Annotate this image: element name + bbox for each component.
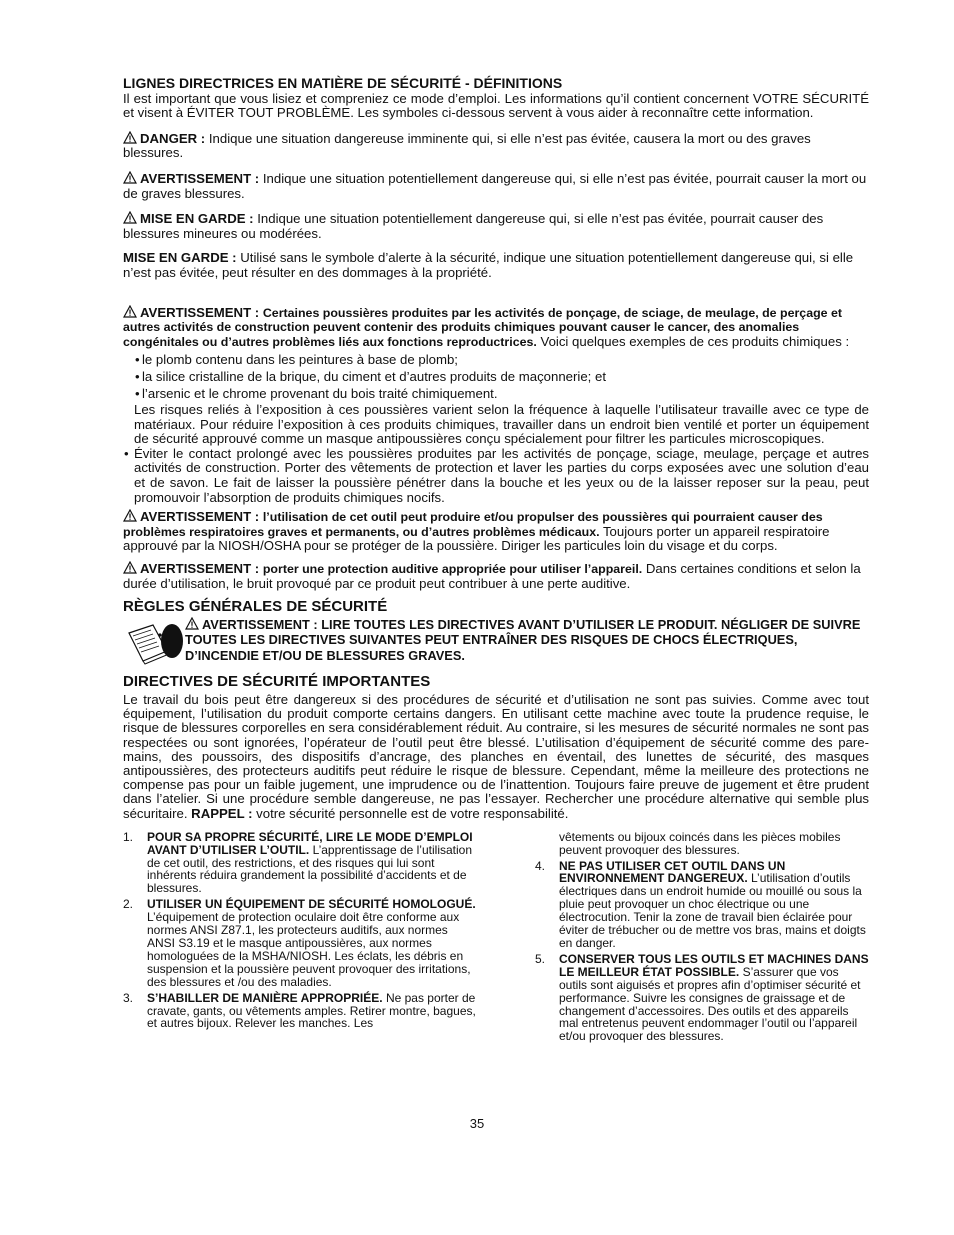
item-number: 4. bbox=[535, 858, 546, 873]
hearing-warning bbox=[123, 561, 869, 591]
item-continuation-text: vêtements ou bijoux coincés dans les pièces mobiles peuvent provoquer des blessures. bbox=[559, 829, 841, 857]
warning-label: AVERTISSEMENT : bbox=[140, 170, 260, 186]
important-directives-paragraph bbox=[123, 693, 869, 821]
item-number: 3. bbox=[123, 990, 134, 1005]
warning-definition bbox=[123, 171, 869, 201]
danger-definition bbox=[123, 131, 869, 161]
list-item: • le plomb contenu dans les peintures à base de plomb; bbox=[135, 353, 869, 368]
respiratory-warning-text: Toujours porter un appareil respiratoire approuvé par la NIOSH/OSHA pour se protéger de la poussière. Diriger les particules loin du visage et du corps. bbox=[123, 523, 830, 554]
important-paragraph-text: Le travail du bois peut être dangereux si des procédures de sécurité et d’utilisation ne sont pas suivies. Comme avec tout équipement, l’utilisation du produit comporte certains dangers. En utilisant cette machine avec toute la prudence requise, le risque de blessures corporelles en sera considérablement réduit. Au contraire, si les mesures de sécurité normales ne sont pas respectées ou sont ignorées, l’opérateur de l’outil peut être blessé. L’utilisation d’équipement de sécurité comme des pare-mains, des poussoirs, des dispositifs d’ancrage, des planches en éventail, des lunettes de sécurité, des masques antipoussières, des protecteurs auditifs peut réduire le risque de blessure. Cependant, même la meilleure des protections ne compense pas pour un faible jugement, une imprudence ou de l’inattention. Toujours faire preuve de jugement et être prudent dans l’atelier. Si une procédure semble dangereuse, ne pas l’essayer. Rechercher une procédure alternative qui semble plus sécuritaire. bbox=[123, 691, 869, 821]
caution-property-label: MISE EN GARDE : bbox=[123, 250, 237, 266]
item-number: 5. bbox=[535, 951, 546, 966]
rappel-text: votre sécurité personnelle est de votre responsabilité. bbox=[256, 805, 569, 821]
warning-text: Indique une situation potentiellement dangereuse qui, si elle n’est pas évitée, pourrait causer la mort ou de graves blessures. bbox=[123, 170, 867, 201]
respiratory-warning-bold: l’utilisation de cet outil peut produire et/ou propulser des poussières qui pourraient causer des problèmes respiratoires graves et permanents, ou d’autres problèmes médicaux. bbox=[123, 510, 823, 539]
chemical-list bbox=[135, 353, 869, 401]
general-rules-heading: RÈGLES GÉNÉRALES DE SÉCURITÉ bbox=[123, 598, 388, 616]
right-column bbox=[535, 831, 869, 1047]
read-manual-book-icon bbox=[127, 621, 183, 665]
definitions-heading: LIGNES DIRECTRICES EN MATIÈRE DE SÉCURITÉ - DÉFINITIONS bbox=[123, 75, 563, 91]
list-item bbox=[123, 992, 477, 1031]
dust-warning bbox=[123, 305, 869, 350]
important-directives-heading: DIRECTIVES DE SÉCURITÉ IMPORTANTES bbox=[123, 673, 431, 691]
item-text: L’apprentissage de l’utilisation de cet outil, des restrictions, et des risques qui lui sont inhérents réduira grandement la possibilité d’accidents et de blessures. bbox=[147, 842, 473, 896]
warning-triangle-icon bbox=[123, 171, 137, 184]
avoid-contact-paragraph: • Éviter le contact prolongé avec les poussières produites par les activités de ponçage, sciage, meulage, perçage et autres activités de construction. Porter des vêtements de protection et laver les parties du corps exposées avec une solution d’eau et de savon. Le fait de laisser la poussière pénétrer dans la bouche et les yeux ou de la laisser reposer sur la peau, peut promouvoir l’absorption de produits chimiques nocifs. bbox=[123, 447, 869, 505]
item-text: L’utilisation d’outils électriques dans un endroit humide ou mouillé ou sous la pluie peut provoquer un choc électrique ou une électrocution. Tenir la zone de travail bien éclairée pour éviter de trébucher ou de mettre vos bras, mains et doigts en danger. bbox=[559, 871, 866, 950]
numbered-directives bbox=[123, 831, 869, 1047]
general-rules-warning-box bbox=[123, 617, 869, 664]
caution-label: MISE EN GARDE : bbox=[140, 211, 254, 227]
page-number: 35 bbox=[469, 1116, 485, 1131]
item-text: S’assurer que vos outils sont aiguisés et propres afin d’optimiser sécurité et performance. Suivre les consignes de graissage et de changement d’accessoires. Des outils et des appareils mal entretenus peuvent endommager l’outil ou l’appareil et/ou provoquer des blessures. bbox=[559, 964, 861, 1044]
item-title: NE PAS UTILISER CET OUTIL DANS UN ENVIRONNEMENT DANGEREUX. bbox=[559, 858, 786, 886]
item-title: S’HABILLER DE MANIÈRE APPROPRIÉE. bbox=[147, 990, 383, 1005]
list-item-continuation bbox=[535, 831, 869, 857]
caution-property-definition bbox=[123, 251, 869, 280]
general-rules-warning bbox=[185, 617, 869, 664]
dust-warning-label: AVERTISSEMENT : bbox=[140, 304, 260, 320]
warning-triangle-icon bbox=[123, 509, 137, 522]
list-item bbox=[123, 898, 477, 988]
danger-label: DANGER : bbox=[140, 130, 206, 146]
item-number: 2. bbox=[123, 897, 134, 912]
left-column bbox=[123, 831, 477, 1047]
caution-definition bbox=[123, 211, 869, 241]
caution-property-text: Utilisé sans le symbole d’alerte à la sécurité, indique une situation potentiellement dangereuse qui, si elle n’est pas évitée, peut résulter en des dommages à la propriété. bbox=[123, 250, 854, 280]
respiratory-warning-label: AVERTISSEMENT : bbox=[140, 509, 260, 525]
definitions-intro: Il est important que vous lisiez et compreniez ce mode d’emploi. Les informations qu’il contient concernent VOTRE SÉCURITÉ et visent à ÉVITER TOUT PROBLÈME. Les symboles ci-dessous servent à vous aider à reconnaître cette information. bbox=[123, 90, 869, 121]
warning-triangle-icon bbox=[123, 131, 137, 144]
dust-warning-bold: Certaines poussières produites par les activités de ponçage, de sciage, de meulage, de perçage et autres activités de construction peuvent contenir des produits chimiques pouvant causer le cancer, des anomalies congénitales ou d’autres problèmes liés aux fonctions reproductrices. bbox=[123, 305, 843, 349]
item-title: POUR SA PROPRE SÉCURITÉ, LIRE LE MODE D’EMPLOI AVANT D’UTILISER L’OUTIL. bbox=[147, 829, 473, 857]
item-title: UTILISER UN ÉQUIPEMENT DE SÉCURITÉ HOMOLOGUÉ. bbox=[147, 897, 476, 912]
warning-triangle-icon bbox=[123, 561, 137, 574]
hearing-warning-label: AVERTISSEMENT : bbox=[140, 561, 260, 577]
list-item: • la silice cristalline de la brique, du ciment et d’autres produits de maçonnerie; et bbox=[135, 370, 869, 385]
dust-warning-text: Voici quelques exemples de ces produits chimiques : bbox=[540, 333, 850, 349]
caution-text: Indique une situation potentiellement dangereuse qui, si elle n’est pas évitée, pourrait causer des blessures mineures ou modérées. bbox=[123, 211, 824, 241]
hearing-warning-bold: porter une protection auditive appropriée pour utiliser l’appareil. bbox=[262, 562, 643, 577]
item-title: CONSERVER TOUS LES OUTILS ET MACHINES DANS LE MEILLEUR ÉTAT POSSIBLE. bbox=[559, 951, 869, 979]
list-item bbox=[535, 953, 869, 1043]
hearing-warning-text: Dans certaines conditions et selon la durée d’utilisation, le bruit provoqué par ce produit peut contribuer à une perte auditive. bbox=[123, 561, 861, 591]
list-item bbox=[535, 860, 869, 950]
general-rules-warning-text: AVERTISSEMENT : LIRE TOUTES LES DIRECTIVES AVANT D’UTILISER LE PRODUIT. NÉGLIGER DE SUIVRE TOUTES LES DIRECTIVES SUIVANTES PEUT ENTRAÎNER DES RISQUES DE CHOCS ÉLECTRIQUES, D’INCENDIE ET/OU DE BLESSURES GRAVES. bbox=[185, 616, 861, 663]
list-item: • l’arsenic et le chrome provenant du bois traité chimiquement. bbox=[135, 387, 869, 402]
warning-triangle-icon bbox=[123, 211, 137, 224]
rappel-label: RAPPEL : bbox=[191, 805, 253, 821]
list-item bbox=[123, 831, 477, 896]
danger-text: Indique une situation dangereuse imminente qui, si elle n’est pas évitée, causera la mort ou des graves blessures. bbox=[123, 130, 811, 161]
respiratory-warning bbox=[123, 509, 869, 554]
item-number: 1. bbox=[123, 829, 134, 844]
item-text: L’équipement de protection oculaire doit être conforme aux normes ANSI Z87.1, les protecteurs auditifs, aux normes ANSI S3.19 et le masque antipoussières, aux normes homologuées de la MSHA/NIOSH. Les éclats, les débris en suspension et la poussière peuvent provoquer des irritations, des blessures et /ou des maladies. bbox=[147, 910, 471, 989]
item-text: Ne pas porter de cravate, gants, ou vêtements amples. Retirer montre, bagues, et autres bijoux. Relever les manches. Les bbox=[147, 990, 476, 1031]
warning-triangle-icon bbox=[123, 305, 137, 318]
risk-paragraph: Les risques reliés à l’exposition à ces poussières varient selon la fréquence à laquelle l’utilisateur travaille avec ce type de matériaux. Pour réduire l’exposition à ces produits chimiques, travailler dans un endroit bien ventilé et porter un équipement de sécurité approuvé comme un masque antipoussières conçu spécialement pour filtrer les particules microscopiques. bbox=[134, 402, 869, 447]
warning-triangle-icon bbox=[185, 617, 199, 630]
manual-page bbox=[123, 76, 869, 1046]
